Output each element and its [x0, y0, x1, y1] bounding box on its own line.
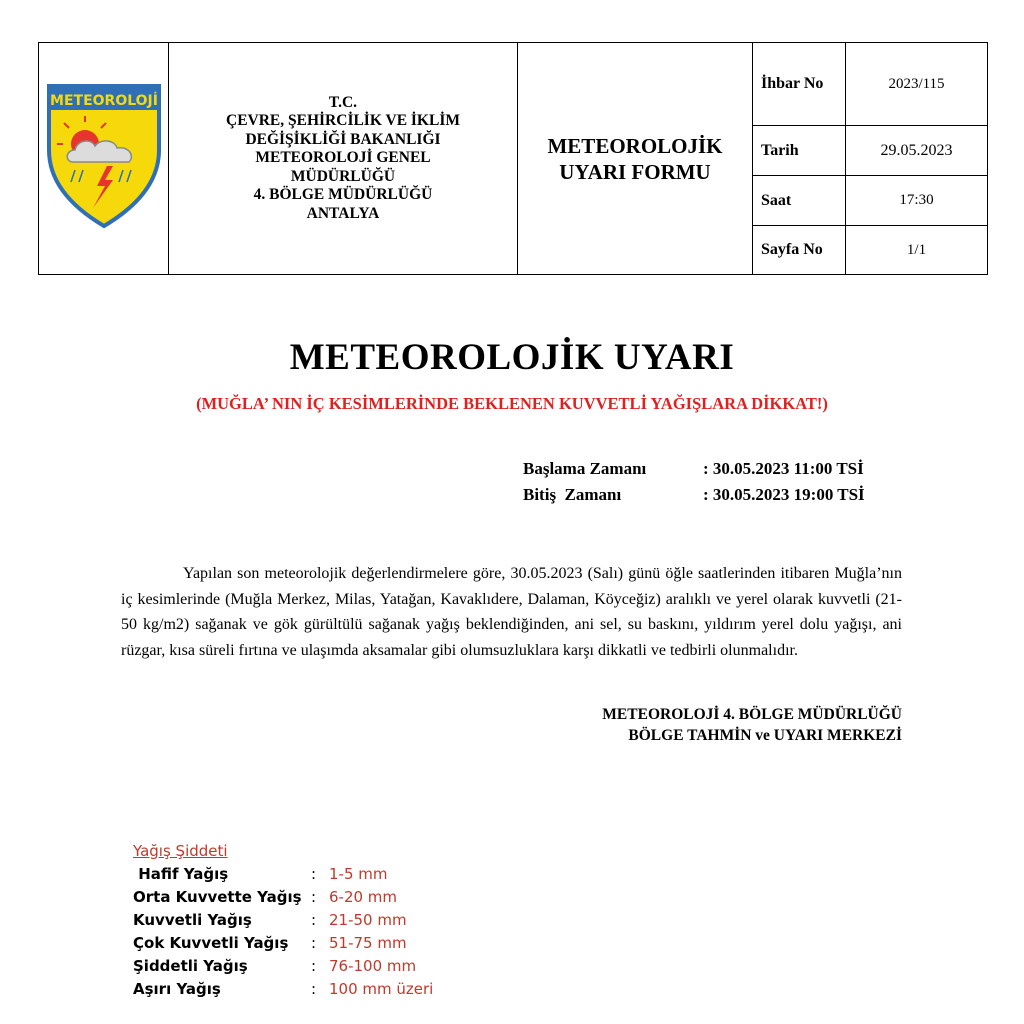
legend-name: Orta Kuvvette Yağış	[133, 888, 302, 906]
signature-line: BÖLGE TAHMİN ve UYARI MERKEZİ	[628, 727, 902, 744]
legend-value: 21-50 mm	[329, 911, 407, 929]
time-label: Saat	[753, 176, 846, 226]
org-line: 4. BÖLGE MÜDÜRLÜĞÜ	[253, 186, 433, 204]
legend-row	[133, 909, 433, 932]
org-line: ANTALYA	[306, 204, 380, 222]
meteoroloji-logo	[45, 82, 163, 230]
legend-title: Yağış Şiddeti	[133, 842, 228, 860]
legend-row	[133, 978, 433, 1001]
start-time-row	[523, 456, 903, 482]
date-label: Tarih	[753, 126, 846, 176]
legend-value: 51-75 mm	[329, 934, 407, 952]
legend-value: 1-5 mm	[329, 865, 388, 883]
end-time-value: : 30.05.2023 19:00 TSİ	[703, 485, 865, 504]
org-line: T.C.	[328, 93, 358, 111]
signature	[500, 704, 902, 746]
legend-colon: :	[311, 888, 317, 906]
legend-colon: :	[311, 934, 317, 952]
org-line: DEĞİŞİKLİĞİ BAKANLIĞI	[245, 130, 441, 148]
legend-row	[133, 863, 433, 886]
precipitation-legend	[133, 840, 433, 1001]
legend-name: Kuvvetli Yağış	[133, 911, 252, 929]
date-value: 29.05.2023	[846, 126, 988, 176]
end-time-row	[523, 482, 903, 508]
validity-times	[523, 456, 903, 508]
legend-colon: :	[311, 980, 317, 998]
signature-line: METEOROLOJİ 4. BÖLGE MÜDÜRLÜĞÜ	[602, 706, 902, 723]
legend-colon: :	[311, 957, 317, 975]
time-value: 17:30	[846, 176, 988, 226]
legend-row	[133, 886, 433, 909]
legend-value: 6-20 mm	[329, 888, 398, 906]
page-number-label: Sayfa No	[753, 226, 846, 275]
warning-title: METEOROLOJİK UYARI	[289, 337, 735, 378]
legend-row	[133, 955, 433, 978]
logo-text: METEOROLOJİ	[49, 93, 158, 109]
legend-name: Hafif Yağış	[133, 865, 229, 883]
organization-name	[169, 43, 518, 275]
org-line: MÜDÜRLÜĞÜ	[290, 167, 396, 185]
org-line: METEOROLOJİ GENEL	[255, 149, 431, 167]
form-title	[518, 43, 753, 275]
legend-name: Aşırı Yağış	[133, 980, 221, 998]
warning-body: Yapılan son meteorolojik değerlendirmelere göre, 30.05.2023 (Salı) günü öğle saatlerinden itibaren Muğla’nın iç kesimlerinde (Muğla Merkez, Milas, Yatağan, Kavaklıdere, Dalaman, Köyceğiz) aralıklı ve yerel olarak kuvvetli (21-50 kg/m2) sağanak ve gök gürültülü sağanak yağış beklendiğinden, ani sel, su baskını, yıldırım yerel dolu yağışı, ani rüzgar, kısa süreli fırtına ve ulaşımda aksamalar gibi olumsuzluklara karşı dikkatli ve tedbirli olunmalıdır.	[121, 565, 902, 659]
form-title-line: UYARI FORMU	[559, 159, 711, 184]
start-time-label: Başlama Zamanı	[523, 459, 647, 478]
legend-value: 76-100 mm	[329, 957, 417, 975]
legend-row	[133, 932, 433, 955]
page-number-value: 1/1	[846, 226, 988, 275]
notice-number-label: İhbar No	[753, 43, 846, 126]
logo-cell	[39, 43, 169, 275]
start-time-value: : 30.05.2023 11:00 TSİ	[703, 459, 864, 478]
legend-value: 100 mm üzeri	[329, 980, 434, 998]
warning-subtitle: (MUĞLA’ NIN İÇ KESİMLERİNDE BEKLENEN KUVVETLİ YAĞIŞLARA DİKKAT!)	[196, 394, 828, 413]
header-table	[38, 42, 988, 275]
org-line: ÇEVRE, ŞEHİRCİLİK VE İKLİM	[226, 112, 460, 130]
legend-colon: :	[311, 865, 317, 883]
legend-colon: :	[311, 911, 317, 929]
legend-name: Çok Kuvvetli Yağış	[133, 934, 289, 952]
end-time-label: Bitiş Zamanı	[523, 485, 622, 504]
legend-name: Şiddetli Yağış	[133, 957, 248, 975]
form-title-line: METEOROLOJİK	[547, 133, 723, 158]
notice-number-value: 2023/115	[846, 43, 988, 126]
